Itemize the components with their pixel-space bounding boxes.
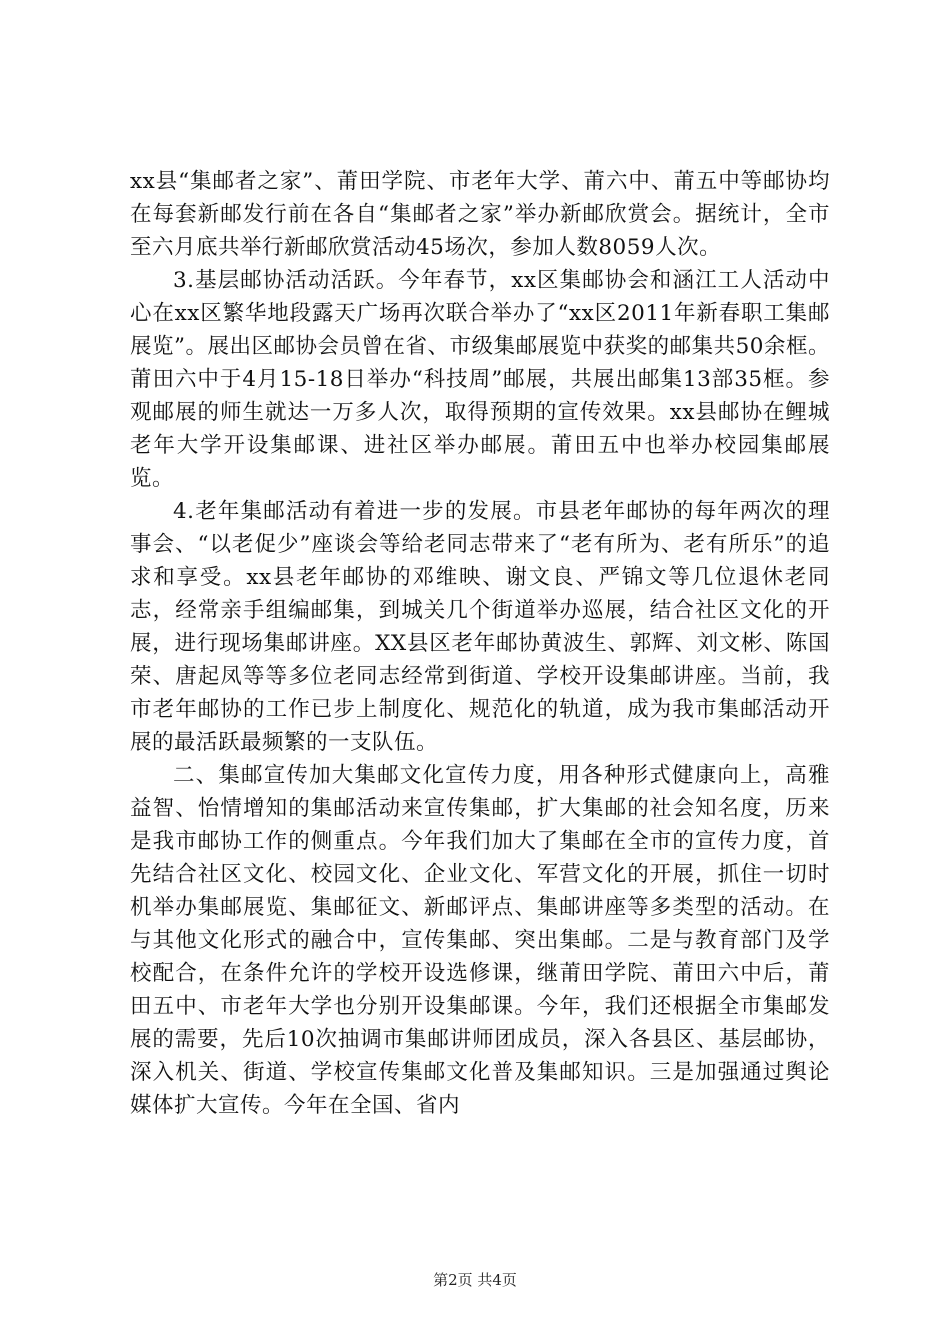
page-number-footer: 第2页 共4页 [433,1271,517,1289]
paragraph-2: 3.基层邮协活动活跃。今年春节，xx区集邮协会和涵江工人活动中心在xx区繁华地段露天广场再次联合举办了“xx区2011年新春职工集邮展览”。展出区邮协会员曾在省、市级集邮展览中获奖的邮集共50余框。莆田六中于4月15-18日举办“科技周”邮展，共展出邮集13部35框。参观邮展的师生就达一万多人次，取得预期的宣传效果。xx县邮协在鲤城老年大学开设集邮课、进社区举办邮展。莆田五中也举办校园集邮展览。 [130,268,830,491]
paragraph-1: xx县“集邮者之家”、莆田学院、市老年大学、莆六中、莆五中等邮协均在每套新邮发行前在各自“集邮者之家”举办新邮欣赏会。据统计，全市至六月底共举行新邮欣赏活动45场次，参加人数8059人次。 [130,169,830,260]
paragraph-4: 二、集邮宣传加大集邮文化宣传力度，用各种形式健康向上，高雅益智、怡情增知的集邮活动来宣传集邮，扩大集邮的社会知名度，历来是我市邮协工作的侧重点。今年我们加大了集邮在全市的宣传力度，首先结合社区文化、校园文化、企业文化、军营文化的开展，抓住一切时机举办集邮展览、集邮征文、新邮评点、集邮讲座等多类型的活动。在与其他文化形式的融合中，宣传集邮、突出集邮。二是与教育部门及学校配合，在条件允许的学校开设选修课，继莆田学院、莆田六中后，莆田五中、市老年大学也分别开设集邮课。今年，我们还根据全市集邮发展的需要，先后10次抽调市集邮讲师团成员，深入各县区、基层邮协，深入机关、街道、学校宣传集邮文化普及集邮知识。三是加强通过舆论媒体扩大宣传。今年在全国、省内 [130,763,830,1118]
body-text [130,165,830,1122]
paragraph-3: 4.老年集邮活动有着进一步的发展。市县老年邮协的每年两次的理事会、“以老促少”座谈会等给老同志带来了“老有所为、老有所乐”的追求和享受。xx县老年邮协的邓维映、谢文良、严锦文等几位退休老同志，经常亲手组编邮集，到城关几个街道举办巡展，结合社区文化的开展，进行现场集邮讲座。XX县区老年邮协黄波生、郭辉、刘文彬、陈国荣、唐起凤等等多位老同志经常到街道、学校开设集邮讲座。当前，我市老年邮协的工作已步上制度化、规范化的轨道，成为我市集邮活动开展的最活跃最频繁的一支队伍。 [130,499,830,755]
